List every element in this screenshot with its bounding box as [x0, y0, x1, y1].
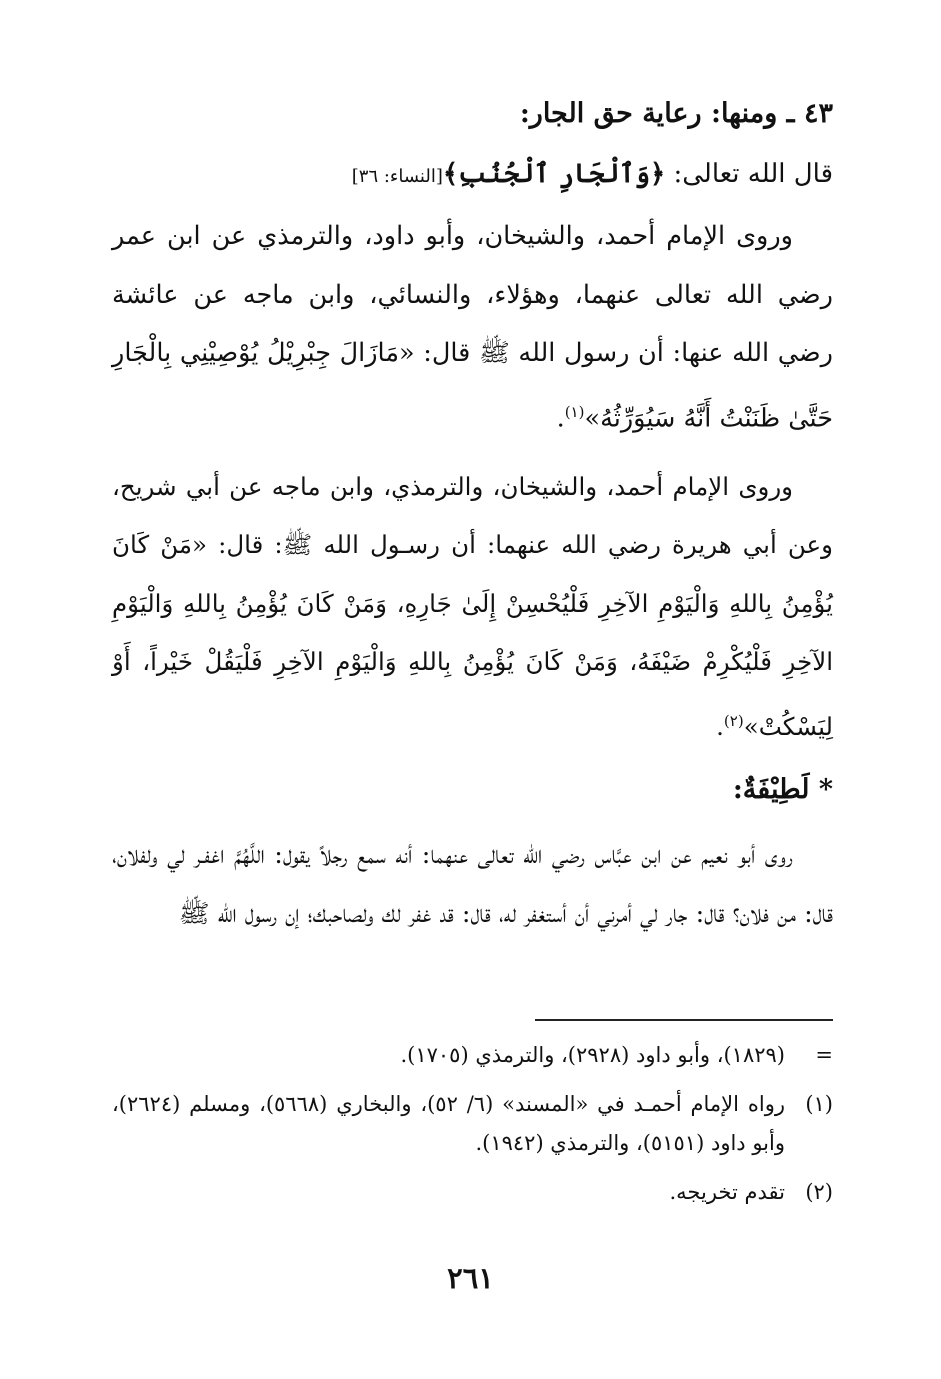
footnote-separator — [535, 1019, 833, 1021]
footnote-text: رواه الإمام أحمـد في «المسند» (٦/ ٥٢)، والبخاري (٥٦٦٨)، ومسلم (٢٦٢٤)، وأبو داود (٥١٥١)، والترمذي (١٩٤٢). — [112, 1092, 785, 1155]
latifa-title: لَطِيْفَةٌ: — [732, 774, 810, 806]
main-text — [112, 88, 833, 943]
sentence-end: . — [716, 711, 724, 741]
quran-intro: قال الله تعالى: — [665, 159, 833, 189]
quran-verse: ﴿وَٱلْجَارِ ٱلْجُنُبِ﴾ — [442, 159, 666, 189]
paragraph-abu-shurayh-hadith — [112, 458, 833, 757]
sentence-end: . — [556, 403, 565, 433]
quran-reference: [النساء: ٣٦] — [351, 166, 443, 187]
paragraph-text: وروى الإمام أحمد، والشيخان، وأبو داود، والترمذي عن ابن عمر رضي الله تعالى عنهما، وهؤلاء، والنسائي، وابن ماجه عن عائشة رضي الله عنها: أن رسول الله ﷺ قال: «مَازَالَ جِبْرِيْلُ يُوْصِيْنِي بِالْجَارِ حَتَّىٰ ظَنَنْتُ أَنَّهُ سَيُوَرِّثُهُ» — [112, 221, 833, 433]
paragraph-ibn-umar-hadith — [112, 207, 833, 448]
quran-citation — [112, 152, 833, 199]
section-heading: ٤٣ ـ ومنها: رعاية حق الجار: — [519, 98, 833, 129]
footnotes — [112, 1036, 833, 1222]
paragraph-text: وروى الإمام أحمد، والشيخان، والترمذي، وابن ماجه عن أبي شريح، وعن أبي هريرة رضي الله عنهما: أن رسـول الله ﷺ: قال: «مَنْ كَانَ يُؤْمِنُ بِاللهِ وَالْيَوْمِ الآخِرِ فَلْيُحْسِنْ إِلَىٰ جَارِهِ، وَمَنْ كَانَ يُؤْمِنُ بِاللهِ وَالْيَوْمِ الآخِرِ فَلْيُكْرِمْ ضَيْفَهُ، وَمَنْ كَانَ يُؤْمِنُ بِاللهِ وَالْيَوْمِ الآخِرِ فَلْيَقُلْ خَيْراً، أَوْ لِيَسْكُتْ» — [112, 471, 833, 741]
paragraph-abu-nuaym-story: روى أبو نعيم عن ابن عبَّاس رضي الله تعالى عنهما: أنه سمع رجلاً يقول: اللَّهُمَّ اغفـر لي ولفلان، قال: من فلان؟ قال: جار لي أمرني أن أستغفر له، قال: قد غفر لك ولصاحبك؛ إن رسول الله ﷺ — [112, 840, 833, 929]
footnote-continuation — [112, 1036, 833, 1075]
footnote-reference-2[interactable]: (٢) — [723, 711, 744, 730]
footnote-reference-1[interactable]: (١) — [564, 402, 585, 421]
latifa-heading — [112, 762, 833, 818]
star-bullet: * — [818, 774, 833, 806]
page-number: ٢٦١ — [447, 1261, 494, 1295]
footnote-marker: (٢) — [805, 1180, 833, 1204]
footnote-2 — [112, 1173, 833, 1212]
footnote-marker: = — [815, 1043, 833, 1067]
footnote-marker: (١) — [805, 1092, 833, 1116]
footnote-text: تقدم تخريجه. — [669, 1180, 785, 1204]
footnote-text: (١٨٢٩)، وأبو داود (٢٩٢٨)، والترمذي (١٧٠٥). — [400, 1043, 785, 1067]
footnote-1 — [112, 1085, 833, 1163]
